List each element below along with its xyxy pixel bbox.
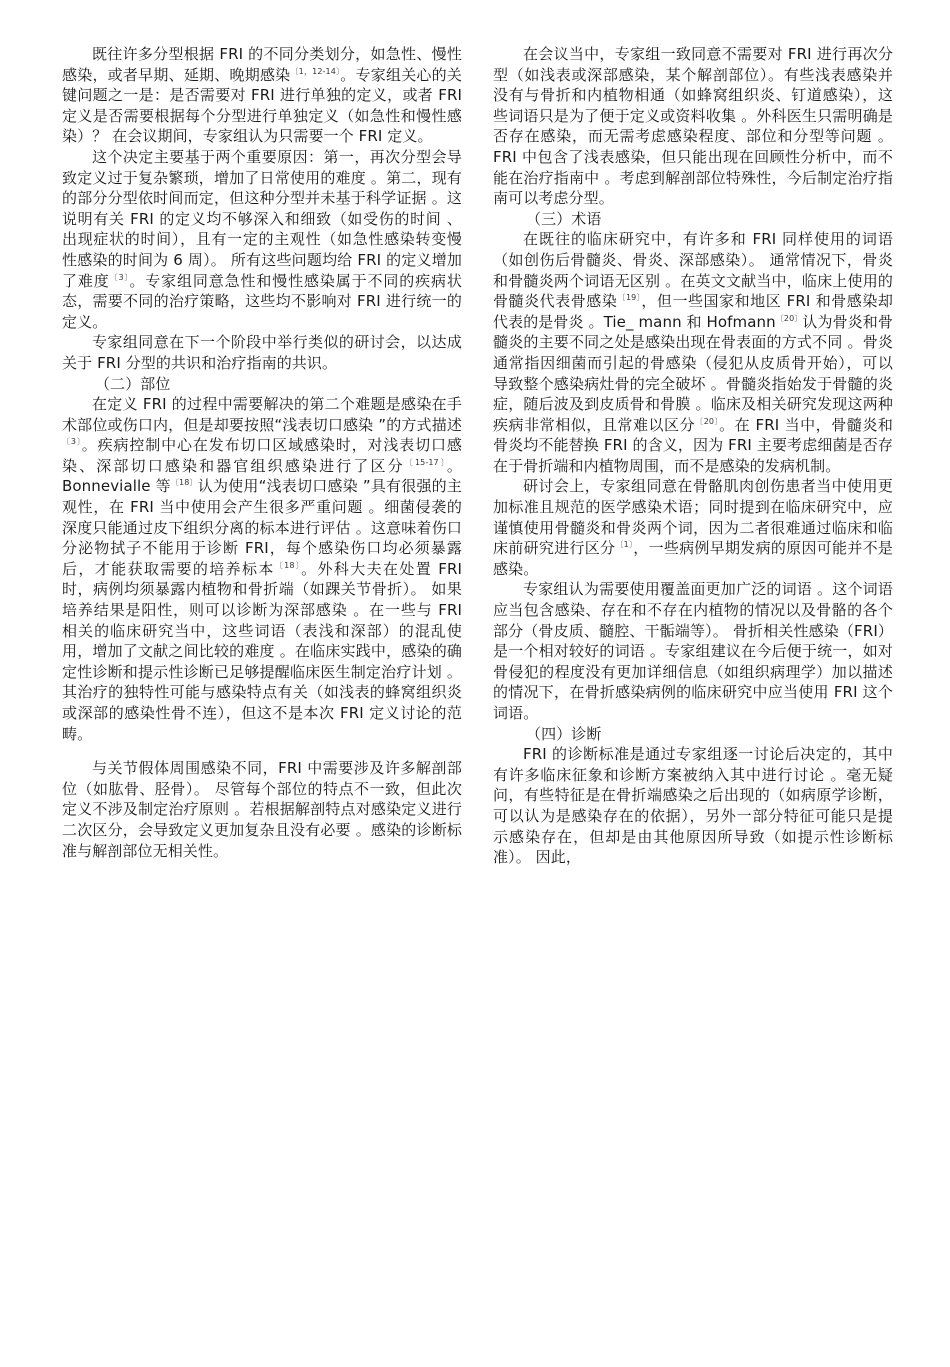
citation: 〔15-17〕 (404, 457, 447, 467)
section-heading-terminology: （三）术语 (526, 209, 602, 228)
citation: 〔1，12-14〕 (290, 66, 341, 76)
section-heading-location: （二）部位 (95, 374, 171, 393)
section-heading-diagnosis: （四）诊断 (526, 724, 602, 743)
citation: 〔20〕 (695, 416, 720, 426)
paragraph-terminology: 在既往的临床研究中，有许多和 FRI 同样使用的词语（如创伤后骨髓炎、骨炎、深部感染）。 通常情况下，骨炎和骨髓炎两个词语无区别 。在英文文献当中，临床上使用的骨髓炎代表骨感染$^{〔19〕}$，但一些国家和地区 FRI 和骨感染却代表的是骨炎 。Tie_ mann 和 Hofmann$^{〔20〕}$认为骨炎和骨髓炎的主要不同之处是感染出现在骨表面的方式不同 。骨炎通常指因细菌而引起的骨感染（侵犯从皮质骨开始），可以导致整个感染病灶骨的完全破坏 。骨髓炎指始发于骨髓的炎症，随后波及到皮质骨和骨膜 。临床及相关研究发现这两种疾病非常相似，且常难以区分$^{〔20〕}$。在 FRI 当中，骨髓炎和骨炎均不能替换 FRI 的含义，因为 FRI 主要考虑细菌是否存在于骨折端和内植物周围，而不是感染的发病机制。 (493, 230, 893, 475)
citation: 〔19〕 (617, 293, 642, 303)
paragraph-no-subtyping: 在会议当中，专家组一致同意不需要对 FRI 进行再次分型（如浅表或深部感染，某个解剖部位）。有些浅表感染并没有与骨折和内植物相通（如蜂窝组织炎、钉道感染），这些词语只是为了便于定义或资料收集 。外科医生只需明确是否存在感染，而无需考虑感染程度、部位和分型等问题 。FRI 中包含了浅表感染，但只能出现在回顾性分析中，而不能在治疗指南中 。考虑到解剖部位特殊性，今后制定治疗指南可以考虑分型。 (493, 45, 893, 208)
citation: 〔3〕 (62, 437, 82, 447)
paragraph-broad-term: 专家组认为需要使用覆盖面更加广泛的词语 。这个词语应当包含感染、存在和不存在内植物的情况以及骨骼的各个部分（骨皮质、髓腔、干骺端等）。 骨折相关性感染（FRI）是一个相对较好的词语 。专家组建议在今后便于统一，如对骨侵犯的程度没有更加详细信息（如组织病理学）加以描述的情况下，在骨折感染病例的临床研究中应当使用 FRI 这个词语。 (493, 580, 893, 722)
citation: 〔1〕 (615, 540, 634, 550)
paragraph-decision-reasons: 这个决定主要基于两个重要原因：第一，再次分型会导致定义过于复杂繁琐，增加了日常使用的难度 。第二，现有的部分分型依时间而定，但这种分型并未基于科学证据 。这说明有关 FRI 的定义均不够深入和细致（如受伤的时间 、出现症状的时间），且有一定的主观性（如急性感染转变慢性感染的时间为 6 周）。 所有这些问题均给 FRI 的定义增加了难度$^{〔3〕}$。专家组同意急性和慢性感染属于不同的疾病状态，需要不同的治疗策略，这些均不影响对 FRI 进行统一的定义。 (62, 147, 463, 331)
paragraph-next-stage: 专家组同意在下一个阶段中举行类似的研讨会，以达成关于 FRI 分型的共识和治疗指南的共识。 (62, 333, 462, 372)
paragraph-location: 在定义 FRI 的过程中需要解决的第二个难题是感染在手术部位或伤口内，但是却要按照“浅表切口感染 ”的方式描述$^{〔3〕}$。疾病控制中心在发布切口区域感染时，对浅表切口感染、深部切口感染和器官组织感染进行了区分$^{〔15-17〕}$。Bonnevialle 等$^{〔18〕}$认为使用“浅表切口感染 ”具有很强的主观性，在 FRI 当中使用会产生很多严重问题 。细菌侵袭的深度只能通过皮下组织分离的标本进行评估 。这意味着伤口分泌物拭子不能用于诊断 FRI，每个感染伤口均必须暴露后，才能获取需要的培养标本$^{〔18〕}$。外科大夫在处置 FRI 时，病例均须暴露内植物和骨折端（如踝关节骨折）。 如果培养结果是阳性，则可以诊断为深部感染 。在一些与 FRI 相关的临床研究当中，这些词语（表浅和深部）的混乱使用，增加了文献之间比较的难度 。在临床实践中，感染的确定性诊断和提示性诊断已足够提醒临床医生制定治疗计划 。其治疗的独特性可能与感染特点有关（如浅表的蜂窝组织炎或深部的感染性骨不连），但这不是本次 FRI 定义讨论的范畴。 (62, 395, 463, 743)
paragraph-workshop-terms: 研讨会上，专家组同意在骨骼肌肉创伤患者当中使用更加标准且规范的医学感染术语；同时提到在临床研究中，应谨慎使用骨髓炎和骨炎两个词，因为二者很难通过临床和临床前研究进行区分$^{〔1〕}$，一些病例早期发病的原因可能并不是感染。 (493, 477, 894, 578)
paragraph-diagnosis: FRI 的诊断标准是通过专家组逐一讨论后决定的，其中有许多临床征象和诊断方案被纳入其中进行讨论 。毫无疑问，有些特征是在骨折端感染之后出现的（如病原学诊断，可以认为是感染存在的依据），另外一部分特征可能只是提示感染存在，但却是由其他原因所导致（如提示性诊断标准）。 因此， (493, 745, 893, 867)
citation: 〔3〕 (109, 272, 130, 282)
citation: 〔20〕 (775, 313, 803, 323)
paragraph-anatomic-sites: 与关节假体周围感染不同，FRI 中需要涉及许多解剖部位（如肱骨、胫骨）。 尽管每个部位的特点不一致，但此次定义不涉及制定治疗原则 。若根据解剖特点对感染定义进行二次区分，会导致定义更加复杂且没有必要 。感染的诊断标准与解剖部位无相关性。 (62, 759, 462, 860)
right-column (493, 44, 893, 868)
paragraph-subtype-definition: 既往许多分型根据 FRI 的不同分类划分，如急性、慢性感染，或者早期、延期、晚期感染$^{〔1,12-14〕}$。专家组关心的关键问题之一是：是否需要对 FRI 进行单独的定义，或者 FRI 定义是否需要根据每个分型进行单独定义（如急性和慢性感染）？ 在会议期间，专家组认为只需要一个 FRI 定义。 (62, 45, 462, 146)
citation: 〔18〕 (170, 478, 198, 488)
citation: 〔18〕 (274, 560, 302, 570)
left-column (62, 44, 462, 861)
